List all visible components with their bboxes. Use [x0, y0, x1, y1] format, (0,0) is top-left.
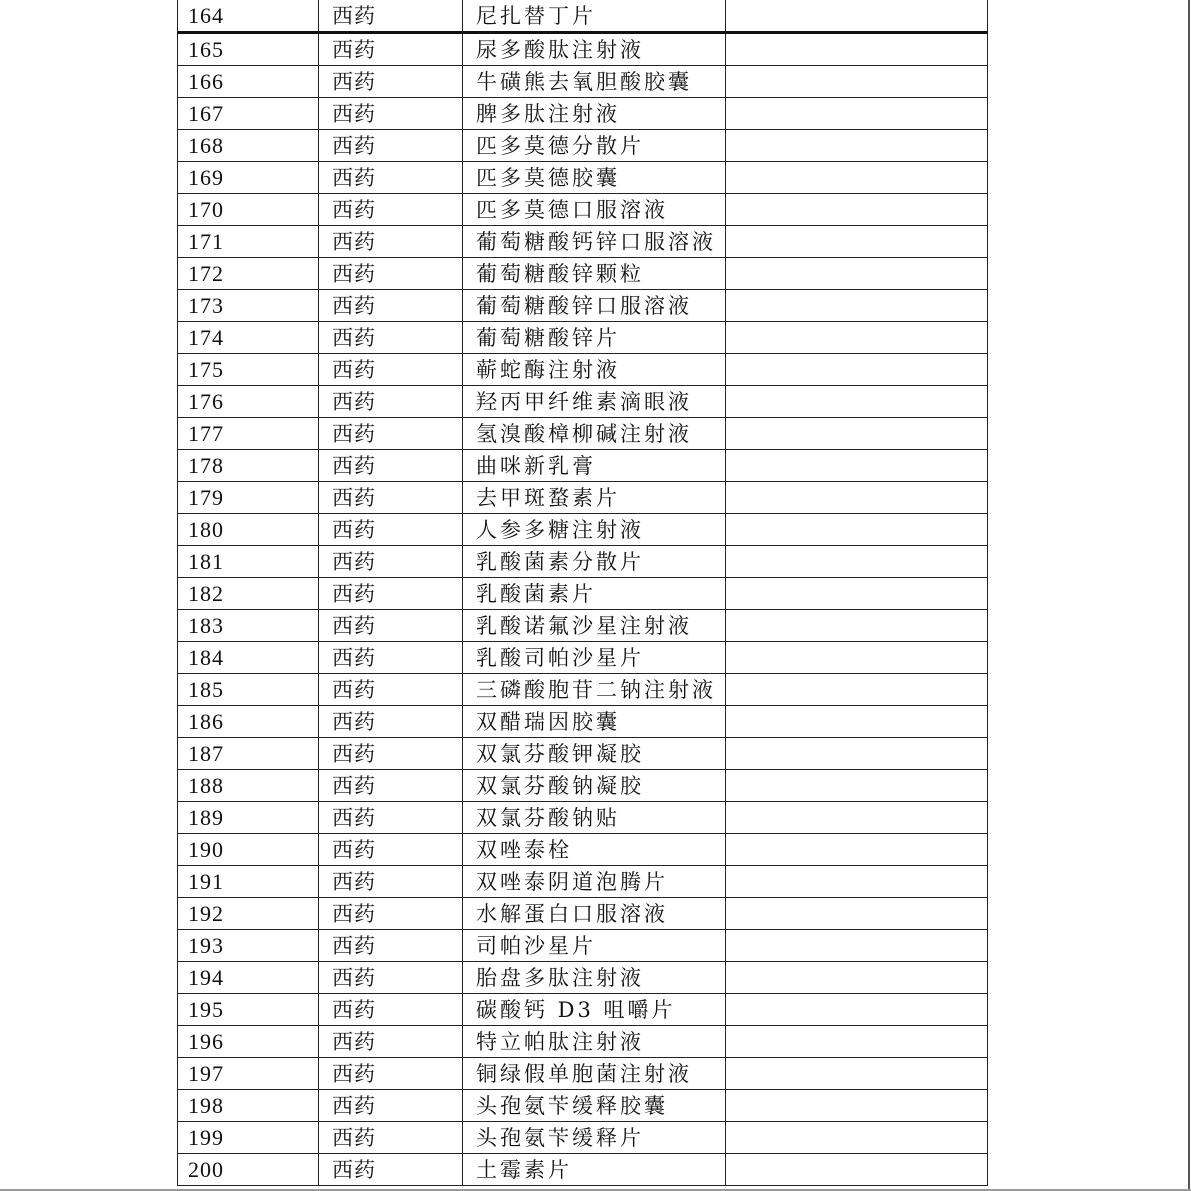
row-blank-cell — [725, 322, 988, 354]
row-number: 200 — [178, 1154, 319, 1186]
row-category: 西药 — [319, 1122, 463, 1154]
row-blank-cell — [725, 546, 988, 578]
table-row — [178, 706, 988, 738]
row-number: 191 — [178, 866, 319, 898]
row-number: 174 — [178, 322, 319, 354]
table-row — [178, 482, 988, 514]
row-number: 195 — [178, 994, 319, 1026]
row-category: 西药 — [319, 162, 463, 194]
row-number: 172 — [178, 258, 319, 290]
row-category: 西药 — [319, 898, 463, 930]
row-category: 西药 — [319, 1026, 463, 1058]
row-blank-cell — [725, 1090, 988, 1122]
row-category: 西药 — [319, 290, 463, 322]
row-drug-name: 匹多莫德胶囊 — [463, 162, 726, 194]
row-blank-cell — [725, 258, 988, 290]
row-drug-name: 头孢氨苄缓释片 — [463, 1122, 726, 1154]
row-category: 西药 — [319, 770, 463, 802]
row-drug-name: 双唑泰阴道泡腾片 — [463, 866, 726, 898]
row-number: 198 — [178, 1090, 319, 1122]
row-drug-name: 葡萄糖酸锌片 — [463, 322, 726, 354]
row-category: 西药 — [319, 642, 463, 674]
table-row — [178, 674, 988, 706]
row-blank-cell — [725, 130, 988, 162]
table-row — [178, 546, 988, 578]
row-number: 169 — [178, 162, 319, 194]
row-drug-name: 氢溴酸樟柳碱注射液 — [463, 418, 726, 450]
row-blank-cell — [725, 514, 988, 546]
table-row — [178, 418, 988, 450]
table-row — [178, 514, 988, 546]
row-drug-name: 尿多酸肽注射液 — [463, 33, 726, 66]
row-blank-cell — [725, 0, 988, 33]
row-drug-name: 牛磺熊去氧胆酸胶囊 — [463, 66, 726, 98]
row-drug-name: 特立帕肽注射液 — [463, 1026, 726, 1058]
row-blank-cell — [725, 418, 988, 450]
row-number: 183 — [178, 610, 319, 642]
row-number: 176 — [178, 386, 319, 418]
table-row — [178, 1058, 988, 1090]
row-number: 173 — [178, 290, 319, 322]
row-blank-cell — [725, 162, 988, 194]
row-drug-name: 匹多莫德口服溶液 — [463, 194, 726, 226]
row-blank-cell — [725, 354, 988, 386]
row-category: 西药 — [319, 0, 463, 33]
row-category: 西药 — [319, 706, 463, 738]
row-category: 西药 — [319, 930, 463, 962]
row-drug-name: 葡萄糖酸锌口服溶液 — [463, 290, 726, 322]
row-blank-cell — [725, 610, 988, 642]
table-row — [178, 194, 988, 226]
row-blank-cell — [725, 962, 988, 994]
row-blank-cell — [725, 1154, 988, 1186]
table-row — [178, 98, 988, 130]
row-drug-name: 双氯芬酸钾凝胶 — [463, 738, 726, 770]
row-drug-name: 羟丙甲纤维素滴眼液 — [463, 386, 726, 418]
row-blank-cell — [725, 802, 988, 834]
row-category: 西药 — [319, 226, 463, 258]
row-drug-name: 双氯芬酸钠凝胶 — [463, 770, 726, 802]
row-category: 西药 — [319, 482, 463, 514]
table-row — [178, 770, 988, 802]
row-number: 177 — [178, 418, 319, 450]
row-blank-cell — [725, 482, 988, 514]
row-drug-name: 曲咪新乳膏 — [463, 450, 726, 482]
table-row — [178, 1026, 988, 1058]
row-number: 182 — [178, 578, 319, 610]
row-category: 西药 — [319, 322, 463, 354]
row-drug-name: 头孢氨苄缓释胶囊 — [463, 1090, 726, 1122]
row-blank-cell — [725, 33, 988, 66]
row-drug-name: 碳酸钙 D3 咀嚼片 — [463, 994, 726, 1026]
table-row — [178, 130, 988, 162]
row-category: 西药 — [319, 258, 463, 290]
row-blank-cell — [725, 642, 988, 674]
row-number: 194 — [178, 962, 319, 994]
table-body — [178, 0, 988, 1186]
table-row — [178, 66, 988, 98]
row-number: 193 — [178, 930, 319, 962]
row-category: 西药 — [319, 1090, 463, 1122]
row-blank-cell — [725, 706, 988, 738]
row-category: 西药 — [319, 1154, 463, 1186]
table-row — [178, 450, 988, 482]
row-drug-name: 乳酸司帕沙星片 — [463, 642, 726, 674]
row-drug-name: 乳酸菌素分散片 — [463, 546, 726, 578]
table-row — [178, 354, 988, 386]
row-category: 西药 — [319, 1058, 463, 1090]
row-number: 185 — [178, 674, 319, 706]
row-number: 189 — [178, 802, 319, 834]
table-row — [178, 642, 988, 674]
row-drug-name: 人参多糖注射液 — [463, 514, 726, 546]
row-drug-name: 去甲斑蝥素片 — [463, 482, 726, 514]
row-number: 164 — [178, 0, 319, 33]
row-category: 西药 — [319, 610, 463, 642]
table-row — [178, 834, 988, 866]
page-right-edge — [1188, 0, 1190, 1191]
row-category: 西药 — [319, 962, 463, 994]
row-blank-cell — [725, 1058, 988, 1090]
row-number: 175 — [178, 354, 319, 386]
row-number: 179 — [178, 482, 319, 514]
row-drug-name: 葡萄糖酸锌颗粒 — [463, 258, 726, 290]
table-row — [178, 578, 988, 610]
drug-list-table — [177, 0, 988, 1186]
row-blank-cell — [725, 930, 988, 962]
row-category: 西药 — [319, 33, 463, 66]
table-row — [178, 1122, 988, 1154]
row-drug-name: 乳酸菌素片 — [463, 578, 726, 610]
row-drug-name: 铜绿假单胞菌注射液 — [463, 1058, 726, 1090]
row-category: 西药 — [319, 546, 463, 578]
table-row — [178, 866, 988, 898]
row-blank-cell — [725, 738, 988, 770]
row-number: 192 — [178, 898, 319, 930]
row-blank-cell — [725, 290, 988, 322]
row-blank-cell — [725, 1122, 988, 1154]
row-category: 西药 — [319, 354, 463, 386]
row-number: 184 — [178, 642, 319, 674]
row-blank-cell — [725, 1026, 988, 1058]
row-blank-cell — [725, 834, 988, 866]
table-row — [178, 962, 988, 994]
table-row — [178, 322, 988, 354]
row-blank-cell — [725, 66, 988, 98]
row-number: 196 — [178, 1026, 319, 1058]
table-row — [178, 0, 988, 33]
row-number: 186 — [178, 706, 319, 738]
row-drug-name: 司帕沙星片 — [463, 930, 726, 962]
row-category: 西药 — [319, 450, 463, 482]
table-row — [178, 1090, 988, 1122]
row-blank-cell — [725, 994, 988, 1026]
row-category: 西药 — [319, 578, 463, 610]
row-category: 西药 — [319, 738, 463, 770]
table-row — [178, 802, 988, 834]
table-row — [178, 162, 988, 194]
row-category: 西药 — [319, 994, 463, 1026]
row-drug-name: 水解蛋白口服溶液 — [463, 898, 726, 930]
table-row — [178, 33, 988, 66]
row-number: 166 — [178, 66, 319, 98]
row-drug-name: 土霉素片 — [463, 1154, 726, 1186]
table-row — [178, 930, 988, 962]
row-drug-name: 尼扎替丁片 — [463, 0, 726, 33]
row-drug-name: 脾多肽注射液 — [463, 98, 726, 130]
row-drug-name: 三磷酸胞苷二钠注射液 — [463, 674, 726, 706]
row-number: 181 — [178, 546, 319, 578]
table-row — [178, 898, 988, 930]
row-blank-cell — [725, 226, 988, 258]
table-row — [178, 226, 988, 258]
table-row — [178, 738, 988, 770]
row-number: 168 — [178, 130, 319, 162]
row-category: 西药 — [319, 674, 463, 706]
row-drug-name: 蕲蛇酶注射液 — [463, 354, 726, 386]
table-row — [178, 610, 988, 642]
row-blank-cell — [725, 770, 988, 802]
row-category: 西药 — [319, 834, 463, 866]
row-category: 西药 — [319, 386, 463, 418]
row-drug-name: 乳酸诺氟沙星注射液 — [463, 610, 726, 642]
row-blank-cell — [725, 578, 988, 610]
table-row — [178, 258, 988, 290]
row-blank-cell — [725, 450, 988, 482]
row-blank-cell — [725, 98, 988, 130]
row-number: 170 — [178, 194, 319, 226]
row-category: 西药 — [319, 418, 463, 450]
table-row — [178, 290, 988, 322]
row-category: 西药 — [319, 802, 463, 834]
row-category: 西药 — [319, 66, 463, 98]
row-category: 西药 — [319, 866, 463, 898]
row-blank-cell — [725, 674, 988, 706]
table-row — [178, 1154, 988, 1186]
row-blank-cell — [725, 898, 988, 930]
row-drug-name: 双醋瑞因胶囊 — [463, 706, 726, 738]
row-drug-name: 双氯芬酸钠贴 — [463, 802, 726, 834]
row-number: 190 — [178, 834, 319, 866]
row-drug-name: 匹多莫德分散片 — [463, 130, 726, 162]
row-blank-cell — [725, 866, 988, 898]
row-number: 180 — [178, 514, 319, 546]
row-number: 167 — [178, 98, 319, 130]
row-number: 171 — [178, 226, 319, 258]
row-drug-name: 胎盘多肽注射液 — [463, 962, 726, 994]
row-number: 178 — [178, 450, 319, 482]
row-category: 西药 — [319, 98, 463, 130]
table-row — [178, 994, 988, 1026]
row-number: 165 — [178, 33, 319, 66]
row-number: 187 — [178, 738, 319, 770]
row-drug-name: 双唑泰栓 — [463, 834, 726, 866]
row-category: 西药 — [319, 514, 463, 546]
table-row — [178, 386, 988, 418]
row-blank-cell — [725, 194, 988, 226]
row-number: 188 — [178, 770, 319, 802]
row-category: 西药 — [319, 130, 463, 162]
row-number: 199 — [178, 1122, 319, 1154]
row-number: 197 — [178, 1058, 319, 1090]
row-category: 西药 — [319, 194, 463, 226]
row-drug-name: 葡萄糖酸钙锌口服溶液 — [463, 226, 726, 258]
row-blank-cell — [725, 386, 988, 418]
